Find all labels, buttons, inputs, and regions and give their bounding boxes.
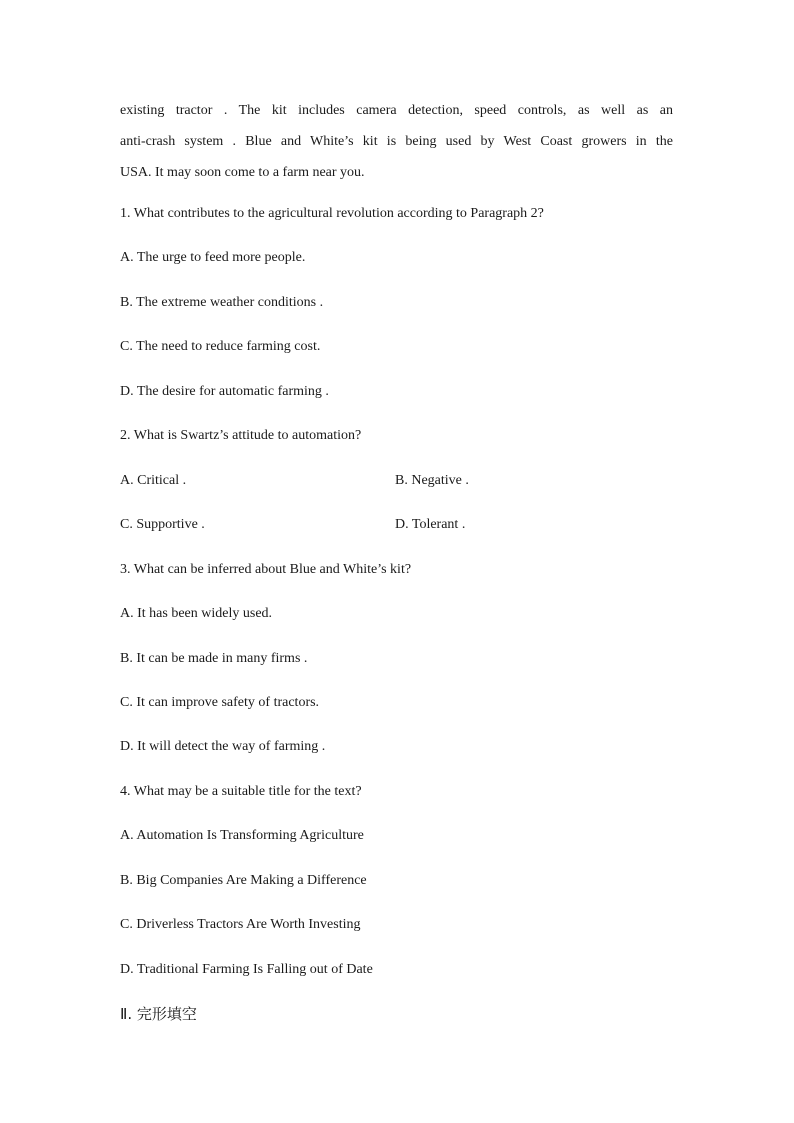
question-4-option-d (120, 960, 373, 980)
option-label: C. (120, 339, 133, 354)
question-3-option-d (120, 737, 325, 757)
option-text: Negative . (411, 473, 469, 488)
question-2-option-d (395, 515, 465, 535)
option-label: A. (120, 606, 134, 621)
option-label: A. (120, 250, 134, 265)
question-4-option-c (120, 915, 361, 935)
question-4-stem: 4. What may be a suitable title for the text? (120, 784, 362, 799)
option-text: Driverless Tractors Are Worth Investing (136, 917, 361, 932)
option-label: D. (120, 739, 134, 754)
question-1-option-b (120, 293, 323, 313)
passage-paragraph (120, 95, 673, 188)
option-text: Automation Is Transforming Agriculture (136, 828, 364, 843)
option-label: C. (120, 917, 133, 932)
passage-line: anti-crash system . Blue and White’s kit is being used by West Coast growers in the (120, 134, 673, 149)
question-3-option-a (120, 604, 272, 624)
question-1-stem: 1. What contributes to the agricultural revolution according to Paragraph 2? (120, 206, 544, 221)
question-3-stem: 3. What can be inferred about Blue and White’s kit? (120, 562, 412, 577)
section-heading: Ⅱ. 完形填空 (120, 1005, 197, 1023)
question-2-stem: 2. What is Swartz’s attitude to automation? (120, 428, 362, 443)
question-1-option-d (120, 382, 329, 402)
option-text: The desire for automatic farming . (136, 384, 329, 399)
question-3-option-b (120, 649, 307, 669)
question-4-option-b (120, 871, 367, 891)
option-label: D. (395, 517, 409, 532)
option-text: Tolerant . (411, 517, 466, 532)
option-label: A. (120, 473, 134, 488)
option-label: C. (120, 695, 133, 710)
option-text: The extreme weather conditions . (136, 295, 324, 310)
option-text: Critical . (137, 473, 187, 488)
option-label: B. (120, 873, 133, 888)
option-text: The need to reduce farming cost. (136, 339, 321, 354)
question-2-option-a (120, 471, 186, 491)
option-label: B. (120, 295, 133, 310)
option-text: Big Companies Are Making a Difference (136, 873, 367, 888)
question-1-option-a (120, 248, 305, 268)
option-label: D. (120, 962, 134, 977)
option-label: B. (120, 651, 133, 666)
option-text: It will detect the way of farming . (137, 739, 326, 754)
passage-line: USA. It may soon come to a farm near you. (120, 165, 365, 180)
option-text: It can improve safety of tractors. (136, 695, 320, 710)
question-2-option-b (395, 471, 469, 491)
option-label: D. (120, 384, 134, 399)
option-label: B. (395, 473, 408, 488)
option-label: C. (120, 517, 133, 532)
option-text: It can be made in many firms . (136, 651, 308, 666)
option-text: The urge to feed more people. (136, 250, 306, 265)
question-3-option-c (120, 693, 319, 713)
passage-line: existing tractor . The kit includes camera detection, speed controls, as well as an (120, 103, 673, 118)
option-text: Supportive . (136, 517, 205, 532)
option-label: A. (120, 828, 134, 843)
question-4-option-a (120, 826, 364, 846)
question-1-option-c (120, 337, 320, 357)
option-text: Traditional Farming Is Falling out of Date (136, 962, 373, 977)
option-text: It has been widely used. (137, 606, 273, 621)
question-2-option-c (120, 515, 205, 535)
